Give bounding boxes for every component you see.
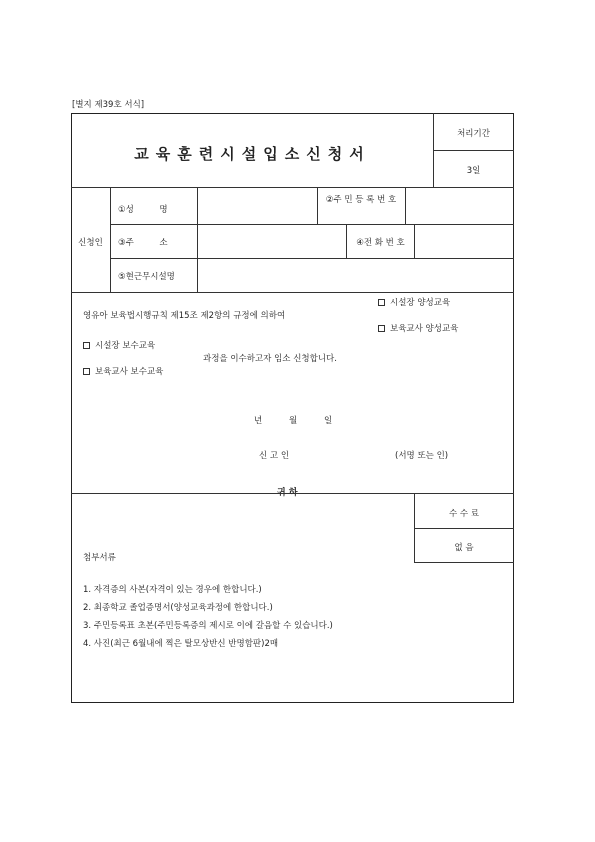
period-divider [433, 150, 514, 151]
name-label: ①성 명 [118, 205, 168, 215]
option-facility-training-label: 시설장 양성교육 [390, 298, 451, 308]
fee-box-divider [414, 528, 514, 529]
checkbox-teacher-training[interactable] [378, 325, 385, 332]
signature-hint: (서명 또는 인) [395, 451, 449, 461]
phone-label: ④전 화 번 호 [356, 238, 405, 248]
applicant-label-divider [110, 187, 111, 292]
option-facility-refresh[interactable] [83, 339, 155, 351]
fee-box-bottom [414, 562, 514, 563]
applicant-bottom-border [71, 292, 514, 293]
fee-value: 없 음 [454, 543, 474, 553]
attachments-heading: 첨부서류 [83, 553, 116, 563]
attachment-item: 1. 자격증의 사본(자격이 있는 경우에 한합니다.) [83, 585, 262, 595]
applicant-sign-label: 신 고 인 [259, 451, 290, 461]
form-number: [별지 제39호 서식] [72, 100, 145, 110]
attachment-item: 3. 주민등록표 초본(주민등록증의 제시로 이에 갈음할 수 있습니다.) [83, 621, 333, 631]
addressee: 귀 하 [277, 488, 298, 498]
statement-suffix: 과정을 이수하고자 임소 신청합니다. [203, 354, 337, 364]
applicant-section-label: 신청인 [78, 238, 103, 248]
workplace-field[interactable] [198, 259, 513, 291]
address-field[interactable] [198, 225, 345, 257]
checkbox-facility-training[interactable] [378, 299, 385, 306]
option-teacher-training-label: 보육교사 양성교육 [390, 324, 459, 334]
option-teacher-refresh-label: 보육교사 보수교육 [95, 367, 164, 377]
phone-field[interactable] [415, 225, 513, 257]
fee-label: 수 수 료 [448, 509, 480, 519]
name-field[interactable] [198, 188, 316, 223]
checkbox-facility-refresh[interactable] [83, 342, 90, 349]
resident-number-field[interactable] [406, 188, 513, 223]
processing-period-label: 처리기간 [457, 129, 490, 139]
statement-prefix: 영유아 보육법시행규칙 제15조 제2항의 규정에 의하여 [83, 311, 286, 321]
option-teacher-training[interactable] [378, 322, 458, 334]
attachment-item: 4. 사진(최근 6월내에 찍은 탈모상반신 반명함판)2매 [83, 639, 279, 649]
processing-period-value: 3일 [466, 166, 481, 176]
checkbox-teacher-refresh[interactable] [83, 368, 90, 375]
option-teacher-refresh[interactable] [83, 365, 163, 377]
date-year: 년 [254, 416, 263, 426]
resident-number-label: ②주 민 등 록 번 호 [325, 195, 397, 205]
workplace-label: ⑤현근무시설명 [118, 272, 175, 282]
option-facility-training[interactable] [378, 296, 450, 308]
date-month: 월 [289, 416, 298, 426]
form-title: 교육훈련시설입소신청서 [134, 145, 371, 163]
attachment-item: 2. 최종학교 졸업증명서(양성교육과정에 한합니다.) [83, 603, 273, 613]
body-bottom-border [71, 493, 514, 494]
option-facility-refresh-label: 시설장 보수교육 [95, 341, 156, 351]
address-label: ③주 소 [118, 238, 168, 248]
date-day: 일 [324, 416, 333, 426]
